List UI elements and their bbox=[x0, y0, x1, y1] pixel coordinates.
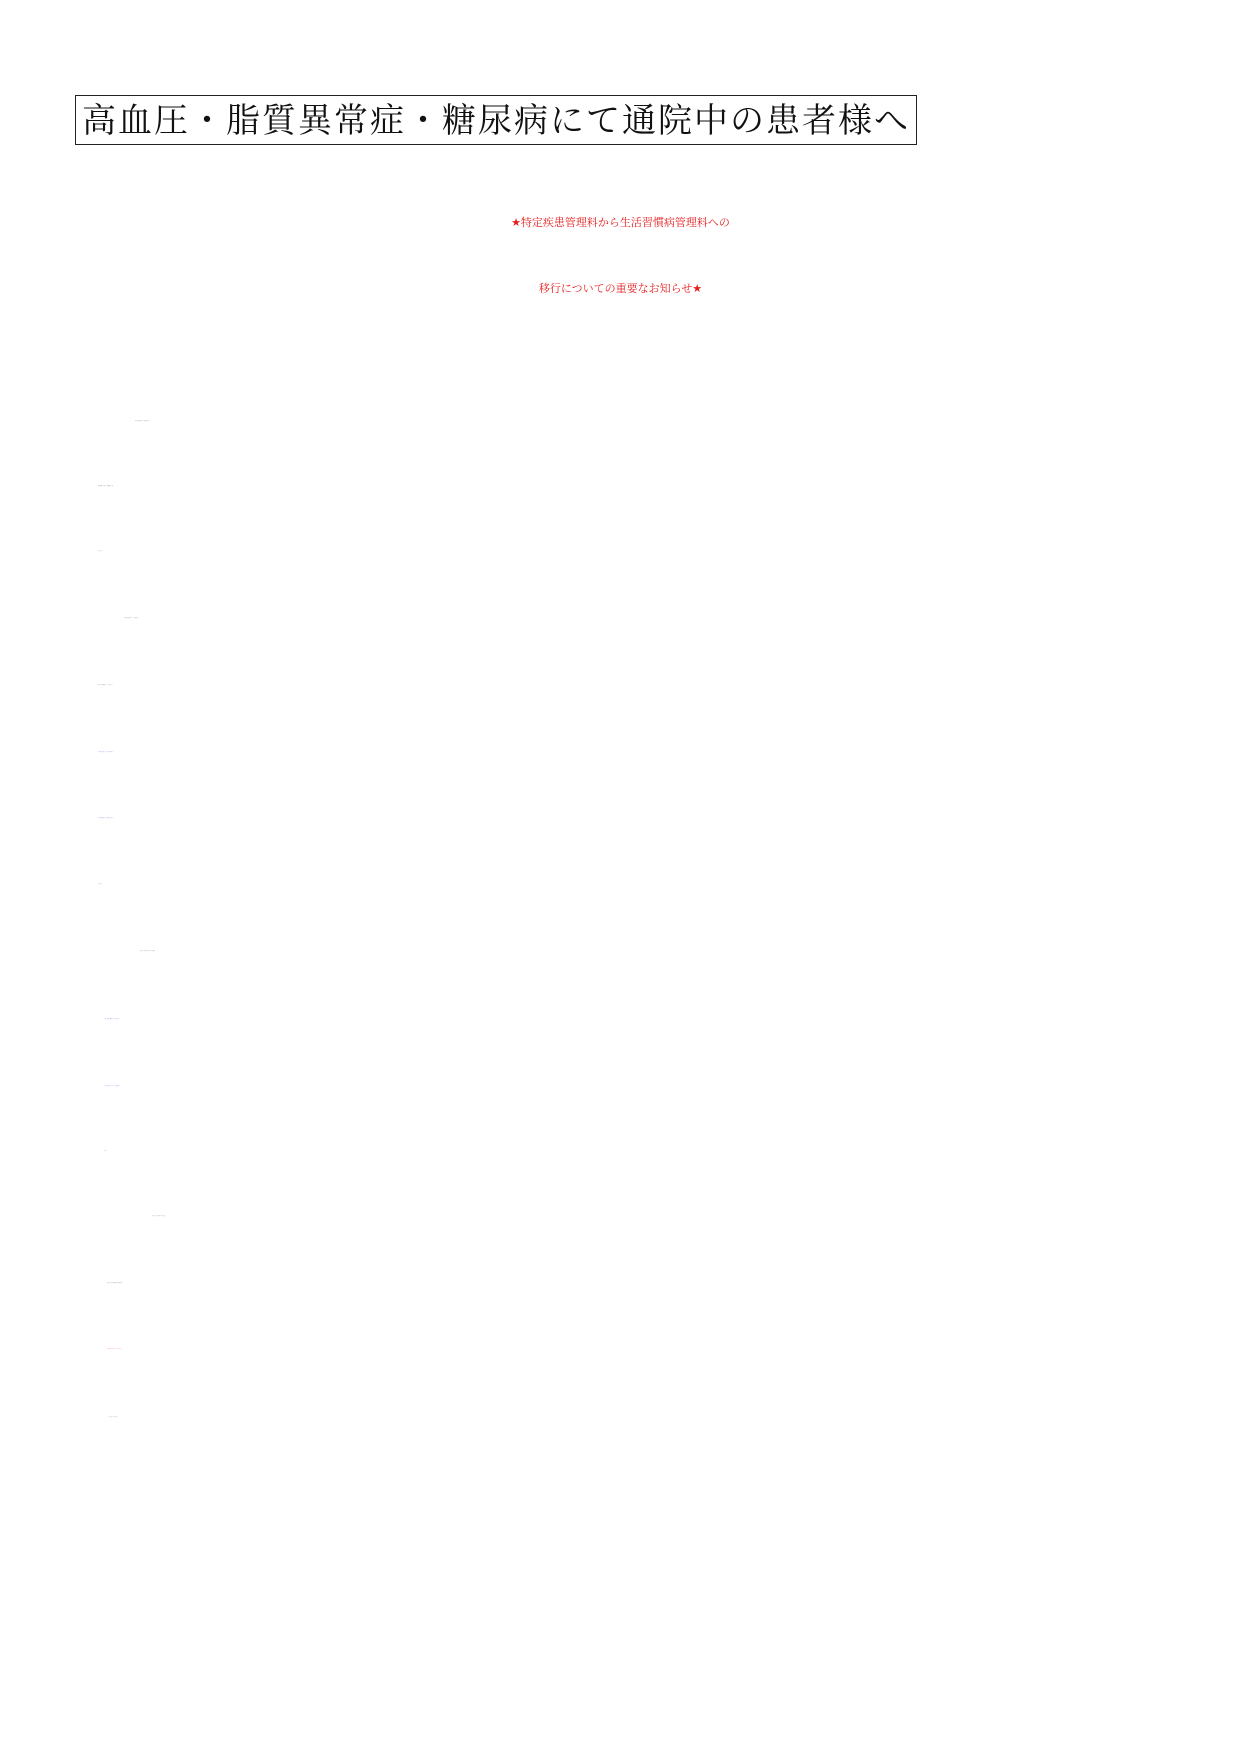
paragraph-2-line-5 bbox=[0, 864, 1241, 904]
paragraph-3-line-2 bbox=[0, 999, 1241, 1039]
paragraph-1-line-2 bbox=[0, 466, 1241, 506]
headline-line-2: 移行についての重要なお知らせ★ bbox=[538, 282, 703, 295]
paragraph-4-line-1 bbox=[0, 1196, 1241, 1236]
paragraph-3-line-1 bbox=[0, 931, 1241, 971]
paragraph-1-line-1 bbox=[0, 401, 1241, 441]
paragraph-3-line-4 bbox=[0, 1131, 1241, 1171]
paragraph-4-line-4 bbox=[0, 1397, 1241, 1437]
paragraph-1-line-3 bbox=[0, 531, 1241, 571]
paragraph-4-line-3 bbox=[0, 1329, 1241, 1369]
notice-heading: 高血圧・脂質異常症・糖尿病にて通院中の患者様へ bbox=[75, 95, 917, 145]
headline-line-1: ★特定疾患管理料から生活習慣病管理料への bbox=[511, 216, 730, 229]
paragraph-2-line-2 bbox=[0, 665, 1241, 705]
paragraph-2-line-3 bbox=[0, 732, 1241, 772]
paragraph-2-line-1 bbox=[0, 598, 1241, 638]
paragraph-2-line-4 bbox=[0, 798, 1241, 838]
paragraph-4-line-2 bbox=[0, 1263, 1241, 1303]
paragraph-3-line-3 bbox=[0, 1066, 1241, 1106]
